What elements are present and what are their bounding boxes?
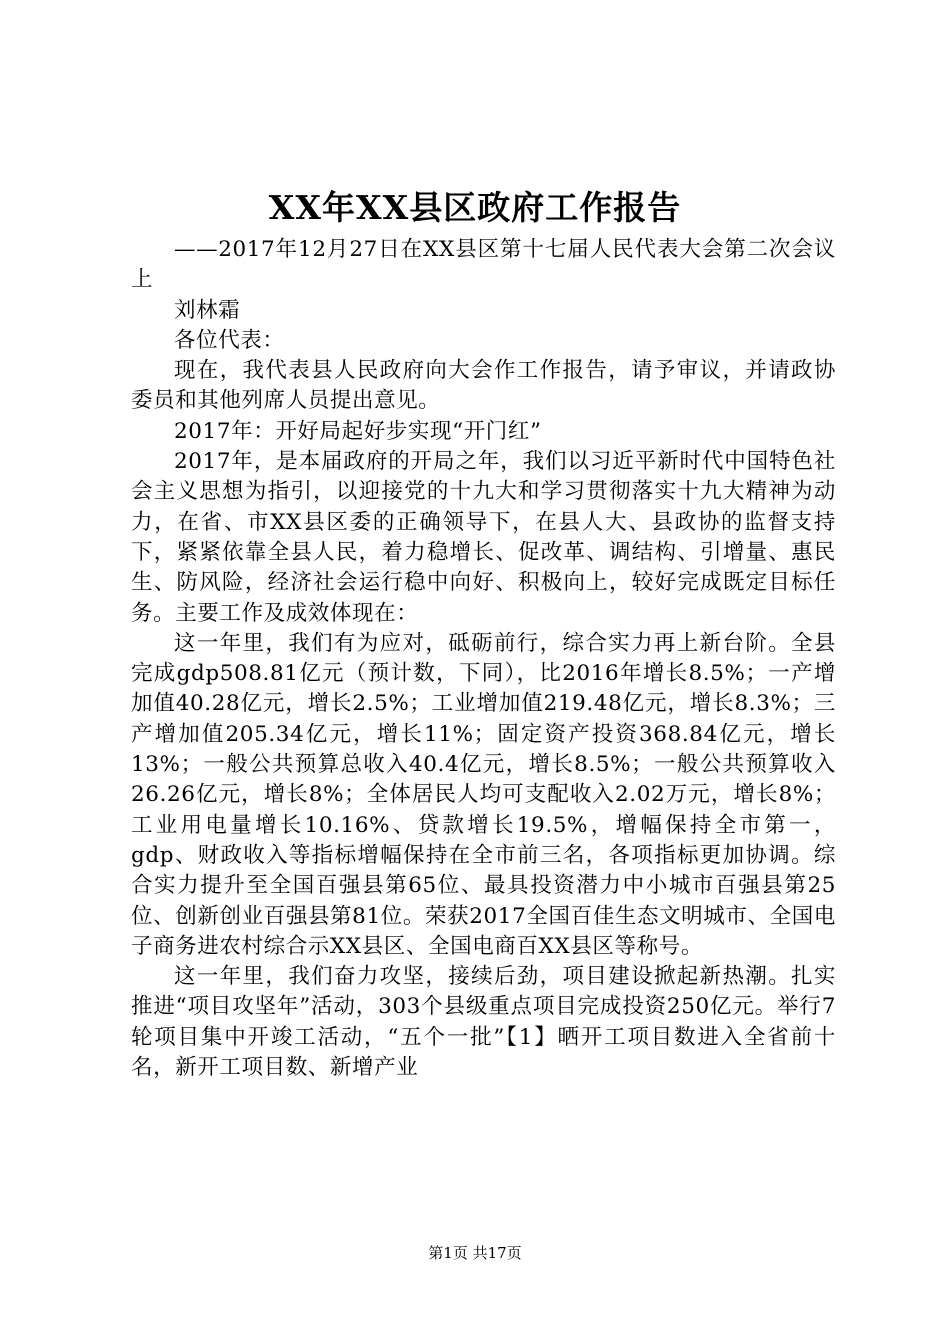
subtitle-paragraph: ——2017年12月27日在XX县区第十七届人民代表大会第二次会议上 (131, 237, 836, 293)
document-title: XX年XX县区政府工作报告 (268, 188, 682, 227)
body-paragraph: 现在，我代表县人民政府向大会作工作报告，请予审议，并请政协委员和其他列席人员提出意见。 (131, 358, 836, 414)
document-body (131, 235, 836, 1083)
body-paragraph: 这一年里，我们有为应对，砥砺前行，综合实力再上新台阶。全县完成gdp508.81亿元（预计数，下同），比2016年增长8.5%；一产增加值40.28亿元，增长2.5%；工业增加值219.48亿元，增长8.3%；三产增加值205.34亿元，增长11%；固定资产投资368.84亿元，增长13%；一般公共预算总收入40.4亿元，增长8.5%；一般公共预算收入26.26亿元，增长8%；全体居民人均可支配收入2.02万元，增长8%；工业用电量增长10.16%、贷款增长19.5%，增幅保持全市第一，gdp、财政收入等指标增幅保持在全市前三名，各项指标更加协调。综合实力提升至全国百强县第65位、最具投资潜力中小城市百强县第25位、创新创业百强县第81位。荣获2017全国百佳生态文明城市、全国电子商务进农村综合示XX县区、全国电商百XX县区等称号。 (131, 630, 836, 959)
page-footer: 第1页 共17页 (428, 1244, 522, 1262)
body-paragraph: 这一年里，我们奋力攻坚，接续后劲，项目建设掀起新热潮。扎实推进“项目攻坚年”活动，303个县级重点项目完成投资250亿元。举行7轮项目集中开竣工活动，“五个一批”【1】晒开工项目数进入全省前十名，新开工项目数、新增产业 (131, 964, 836, 1081)
author-line: 刘林霜 (174, 297, 241, 323)
section-heading: 2017年：开好局起好步实现“开门红” (174, 418, 542, 444)
salutation: 各位代表： (174, 327, 285, 353)
body-paragraph: 2017年，是本届政府的开局之年，我们以习近平新时代中国特色社会主义思想为指引，以迎接党的十九大和学习贯彻落实十九大精神为动力，在省、市XX县区委的正确领导下，在县人大、县政协的监督支持下，紧紧依靠全县人民，着力稳增长、促改革、调结构、引增量、惠民生、防风险，经济社会运行稳中向好、积极向上，较好完成既定目标任务。主要工作及成效体现在： (131, 449, 836, 626)
